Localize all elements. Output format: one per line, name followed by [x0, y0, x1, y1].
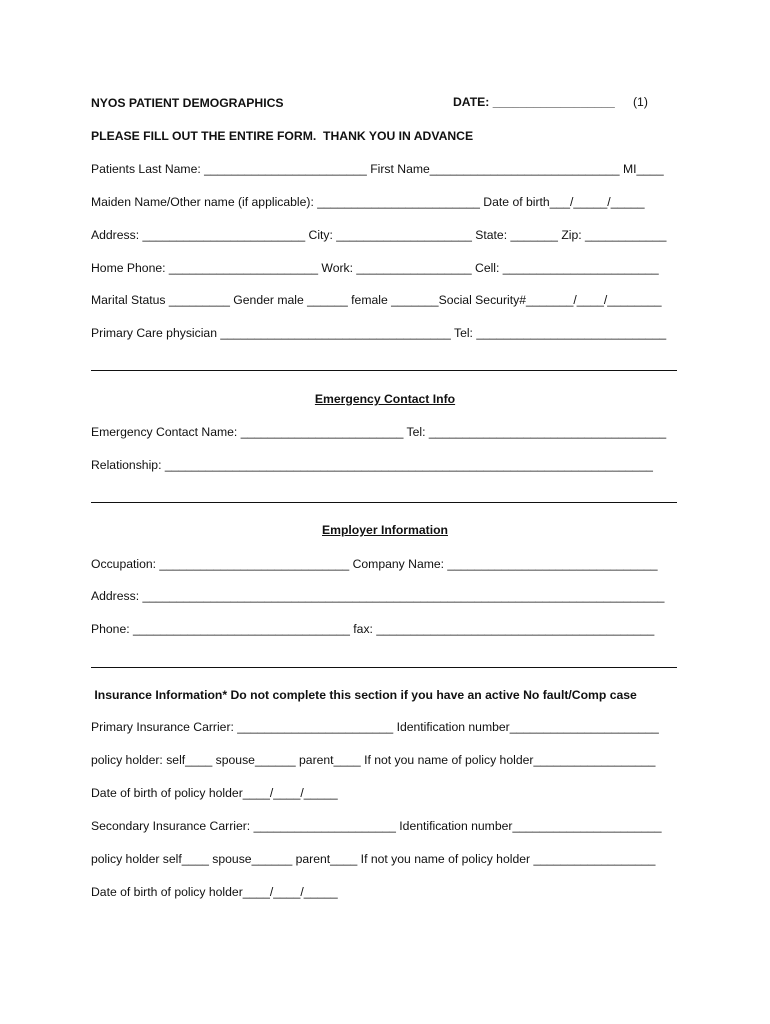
primary-insurance-carrier-line: Primary Insurance Carrier: _______________________ Identification number______________________ — [91, 720, 659, 734]
form-title: NYOS PATIENT DEMOGRAPHICS — [91, 96, 284, 110]
employer-address-line: Address: _____________________________________________________________________________ — [91, 589, 665, 603]
secondary-insurance-carrier-line: Secondary Insurance Carrier: _____________________ Identification number______________________ — [91, 819, 662, 833]
section-divider — [91, 370, 677, 371]
secondary-policy-holder-line: policy holder self____ spouse______ parent____ If not you name of policy holder __________________ — [91, 852, 656, 866]
insurance-information-heading: Insurance Information* Do not complete this section if you have an active No fault/Comp case — [91, 688, 637, 702]
primary-physician-line: Primary Care physician __________________________________ Tel: ____________________________ — [91, 326, 667, 340]
occupation-line: Occupation: ____________________________ Company Name: _______________________________ — [91, 557, 658, 571]
primary-holder-dob-line: Date of birth of policy holder____/____/_____ — [91, 786, 338, 800]
section-divider — [91, 667, 677, 668]
relationship-line: Relationship: ________________________________________________________________________ — [91, 458, 653, 472]
page-number: (1) — [633, 95, 648, 109]
patient-phone-line: Home Phone: ______________________ Work: _________________ Cell: _______________________ — [91, 261, 659, 275]
marital-status-line: Marital Status _________ Gender male ______ female _______Social Security#_______/____/________ — [91, 293, 662, 307]
primary-policy-holder-line: policy holder: self____ spouse______ parent____ If not you name of policy holder__________________ — [91, 753, 656, 767]
employer-information-heading: Employer Information — [322, 523, 448, 537]
date-field: DATE: __________________ — [453, 95, 615, 109]
patient-address-line: Address: ________________________ City: ____________________ State: _______ Zip: ____________ — [91, 228, 667, 242]
secondary-holder-dob-line: Date of birth of policy holder____/____/_____ — [91, 885, 338, 899]
maiden-name-line: Maiden Name/Other name (if applicable): ________________________ Date of birth___/_____/_____ — [91, 195, 645, 209]
patient-name-line: Patients Last Name: ________________________ First Name____________________________ MI____ — [91, 162, 664, 176]
form-instruction: PLEASE FILL OUT THE ENTIRE FORM. THANK YOU IN ADVANCE — [91, 129, 474, 143]
employer-phone-line: Phone: ________________________________ fax: _________________________________________ — [91, 622, 655, 636]
section-divider — [91, 502, 677, 503]
emergency-contact-heading: Emergency Contact Info — [314, 392, 456, 406]
emergency-contact-name-line: Emergency Contact Name: ________________________ Tel: ___________________________________ — [91, 425, 667, 439]
